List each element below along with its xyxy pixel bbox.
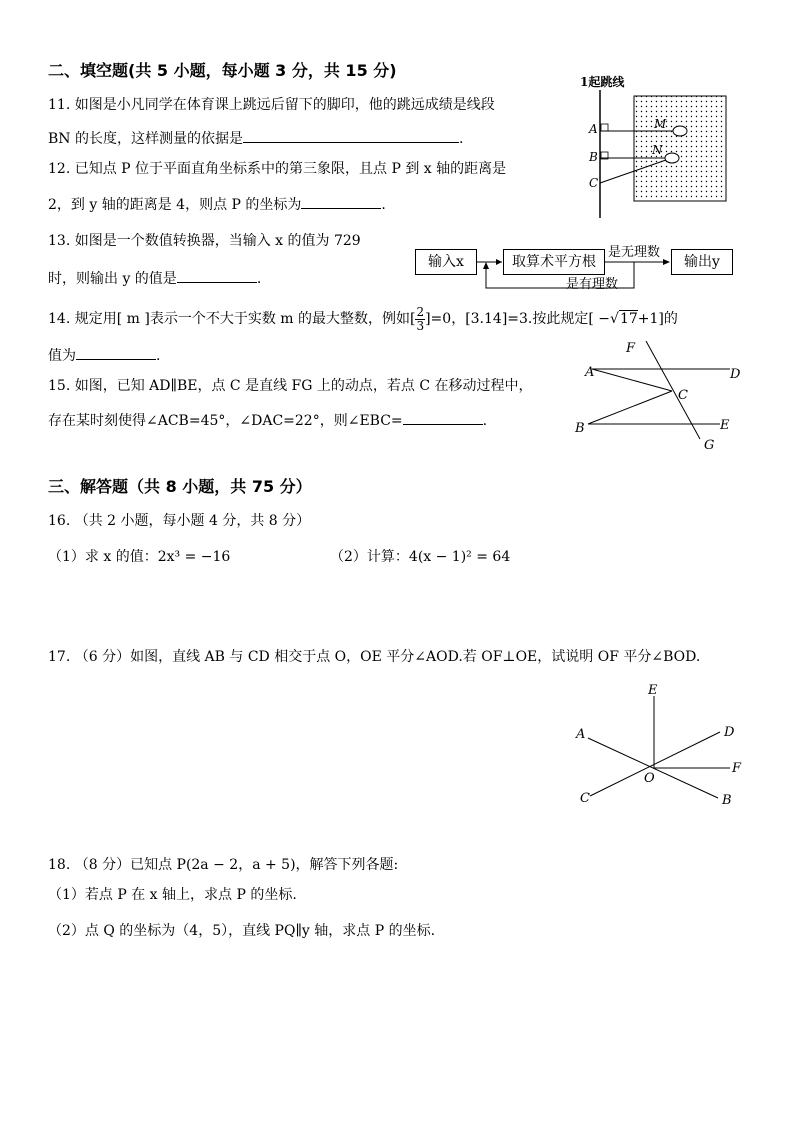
fig17-label-e: E	[648, 683, 658, 698]
fig17-label-d: D	[724, 725, 735, 740]
frac-denominator: 3	[416, 318, 425, 333]
q12-line2	[48, 194, 386, 214]
section2-heading: 二、填空题(共 5 小题，每小题 3 分，共 15 分)	[48, 61, 397, 80]
q18-title: 18. （8 分）已知点 P(2a − 2，a + 5)，解答下列各题:	[48, 857, 399, 873]
q14-text-c: +1]的	[637, 311, 678, 327]
q15-answer-blank[interactable]	[403, 410, 483, 425]
q14-line2-end: .	[156, 348, 161, 364]
q14-answer-blank[interactable]	[76, 345, 156, 360]
q16-part1: （1）求 x 的值：2x³ = −16	[48, 549, 231, 565]
q11-line2-text: BN 的长度，这样测量的依据是	[48, 131, 243, 147]
q14-line2	[48, 345, 160, 365]
frac-numerator: 2	[416, 304, 425, 319]
segment-bc	[588, 391, 672, 424]
q14-sqrt-arg: 17	[619, 311, 638, 327]
fig17-label-a: A	[576, 727, 586, 742]
label-c: C	[589, 176, 599, 190]
q12-answer-blank[interactable]	[301, 194, 381, 209]
q12-line1: 12. 已知点 P 位于平面直角坐标系中的第三象限，且点 P 到 x 轴的距离是	[48, 161, 507, 177]
q14-line2-text: 值为	[48, 348, 76, 364]
fig15-label-b: B	[575, 421, 585, 436]
segment-ac	[592, 369, 672, 391]
flow-yes-label: 是无理数	[608, 245, 661, 260]
q15-line2	[48, 410, 487, 430]
long-jump-figure	[570, 70, 740, 220]
q15-line2-end: .	[482, 413, 488, 429]
right-angle-a	[601, 124, 608, 131]
fig17-label-o: O	[644, 771, 655, 786]
q11-line1: 11. 如图是小凡同学在体育课上跳远后留下的脚印，他的跳远成绩是线段	[48, 97, 495, 113]
flow-no-label: 是有理数	[566, 277, 619, 292]
fig15-label-d: D	[730, 367, 741, 382]
q14-line1: 14. 规定用[ m ]表示一个不大于实数 m 的最大整数，例如[ $\frac{2}{3}$ ]=0，[3.14]=3.按此规定[ −√17+1]的	[48, 304, 678, 333]
q18-part2: （2）点 Q 的坐标为（4，5），直线 PQ∥y 轴，求点 P 的坐标.	[48, 923, 436, 939]
intersecting-lines-figure	[570, 680, 750, 810]
fig15-label-g: G	[704, 438, 715, 453]
q16-part2: （2）计算：4(x − 1)² = 64	[330, 549, 511, 565]
q12-line2-text: 2，到 y 轴的距离是 4，则点 P 的坐标为	[48, 197, 302, 213]
footprint-m	[673, 126, 687, 136]
q13-answer-blank[interactable]	[177, 268, 257, 283]
label-m: M	[654, 117, 667, 131]
fig17-label-b: B	[722, 793, 732, 808]
q15-line1: 15. 如图，已知 AD∥BE，点 C 是直线 FG 上的动点，若点 C 在移动过程中，	[48, 378, 533, 394]
q16-title: 16. （共 2 小题，每小题 4 分，共 8 分）	[48, 513, 311, 529]
footprint-n	[665, 153, 679, 163]
flow-process-box: 取算术平方根	[503, 249, 605, 275]
q18-part1: （1）若点 P 在 x 轴上，求点 P 的坐标.	[48, 887, 297, 903]
label-b: B	[589, 150, 598, 164]
label-a: A	[589, 122, 598, 136]
q11-line2	[48, 128, 463, 148]
q12-line2-end: .	[381, 197, 386, 213]
section3-heading: 三、解答题（共 8 小题，共 75 分）	[48, 477, 312, 496]
fig15-label-f: F	[626, 341, 636, 356]
q17-text: 17. （6 分）如图，直线 AB 与 CD 相交于点 O，OE 平分∠AOD.若 OF⊥OE，试说明 OF 平分∠BOD.	[48, 649, 701, 665]
label-n: N	[652, 143, 663, 157]
q13-line2	[48, 268, 261, 288]
line-cd	[590, 732, 720, 796]
jump-line-label: 1起跳线	[580, 75, 625, 89]
parallel-lines-figure	[570, 335, 755, 455]
q14-text-a: 14. 规定用[ m ]表示一个不大于实数 m 的最大整数，例如[	[48, 311, 416, 327]
q15-line2-text: 存在某时刻使得∠ACB=45°，∠DAC=22°，则∠EBC=	[48, 413, 403, 429]
fig17-label-f: F	[732, 761, 742, 776]
q11-line2-end: .	[459, 131, 464, 147]
q13-line1: 13. 如图是一个数值转换器，当输入 x 的值为 729	[48, 233, 361, 249]
fig15-label-c: C	[678, 388, 688, 403]
fig15-label-e: E	[720, 418, 730, 433]
q13-line2-text: 时，则输出 y 的值是	[48, 271, 177, 287]
q13-line2-end: .	[256, 271, 262, 287]
flow-output-box: 输出y	[671, 249, 733, 275]
fig17-label-c: C	[580, 791, 590, 806]
q14-fraction	[415, 306, 425, 333]
q11-answer-blank[interactable]	[243, 128, 459, 143]
fig15-label-a: A	[585, 365, 595, 380]
q14-text-b: ]=0，[3.14]=3.按此规定[ −	[425, 311, 611, 327]
sand-pit	[634, 96, 726, 201]
flow-input-box: 输入x	[415, 249, 477, 275]
